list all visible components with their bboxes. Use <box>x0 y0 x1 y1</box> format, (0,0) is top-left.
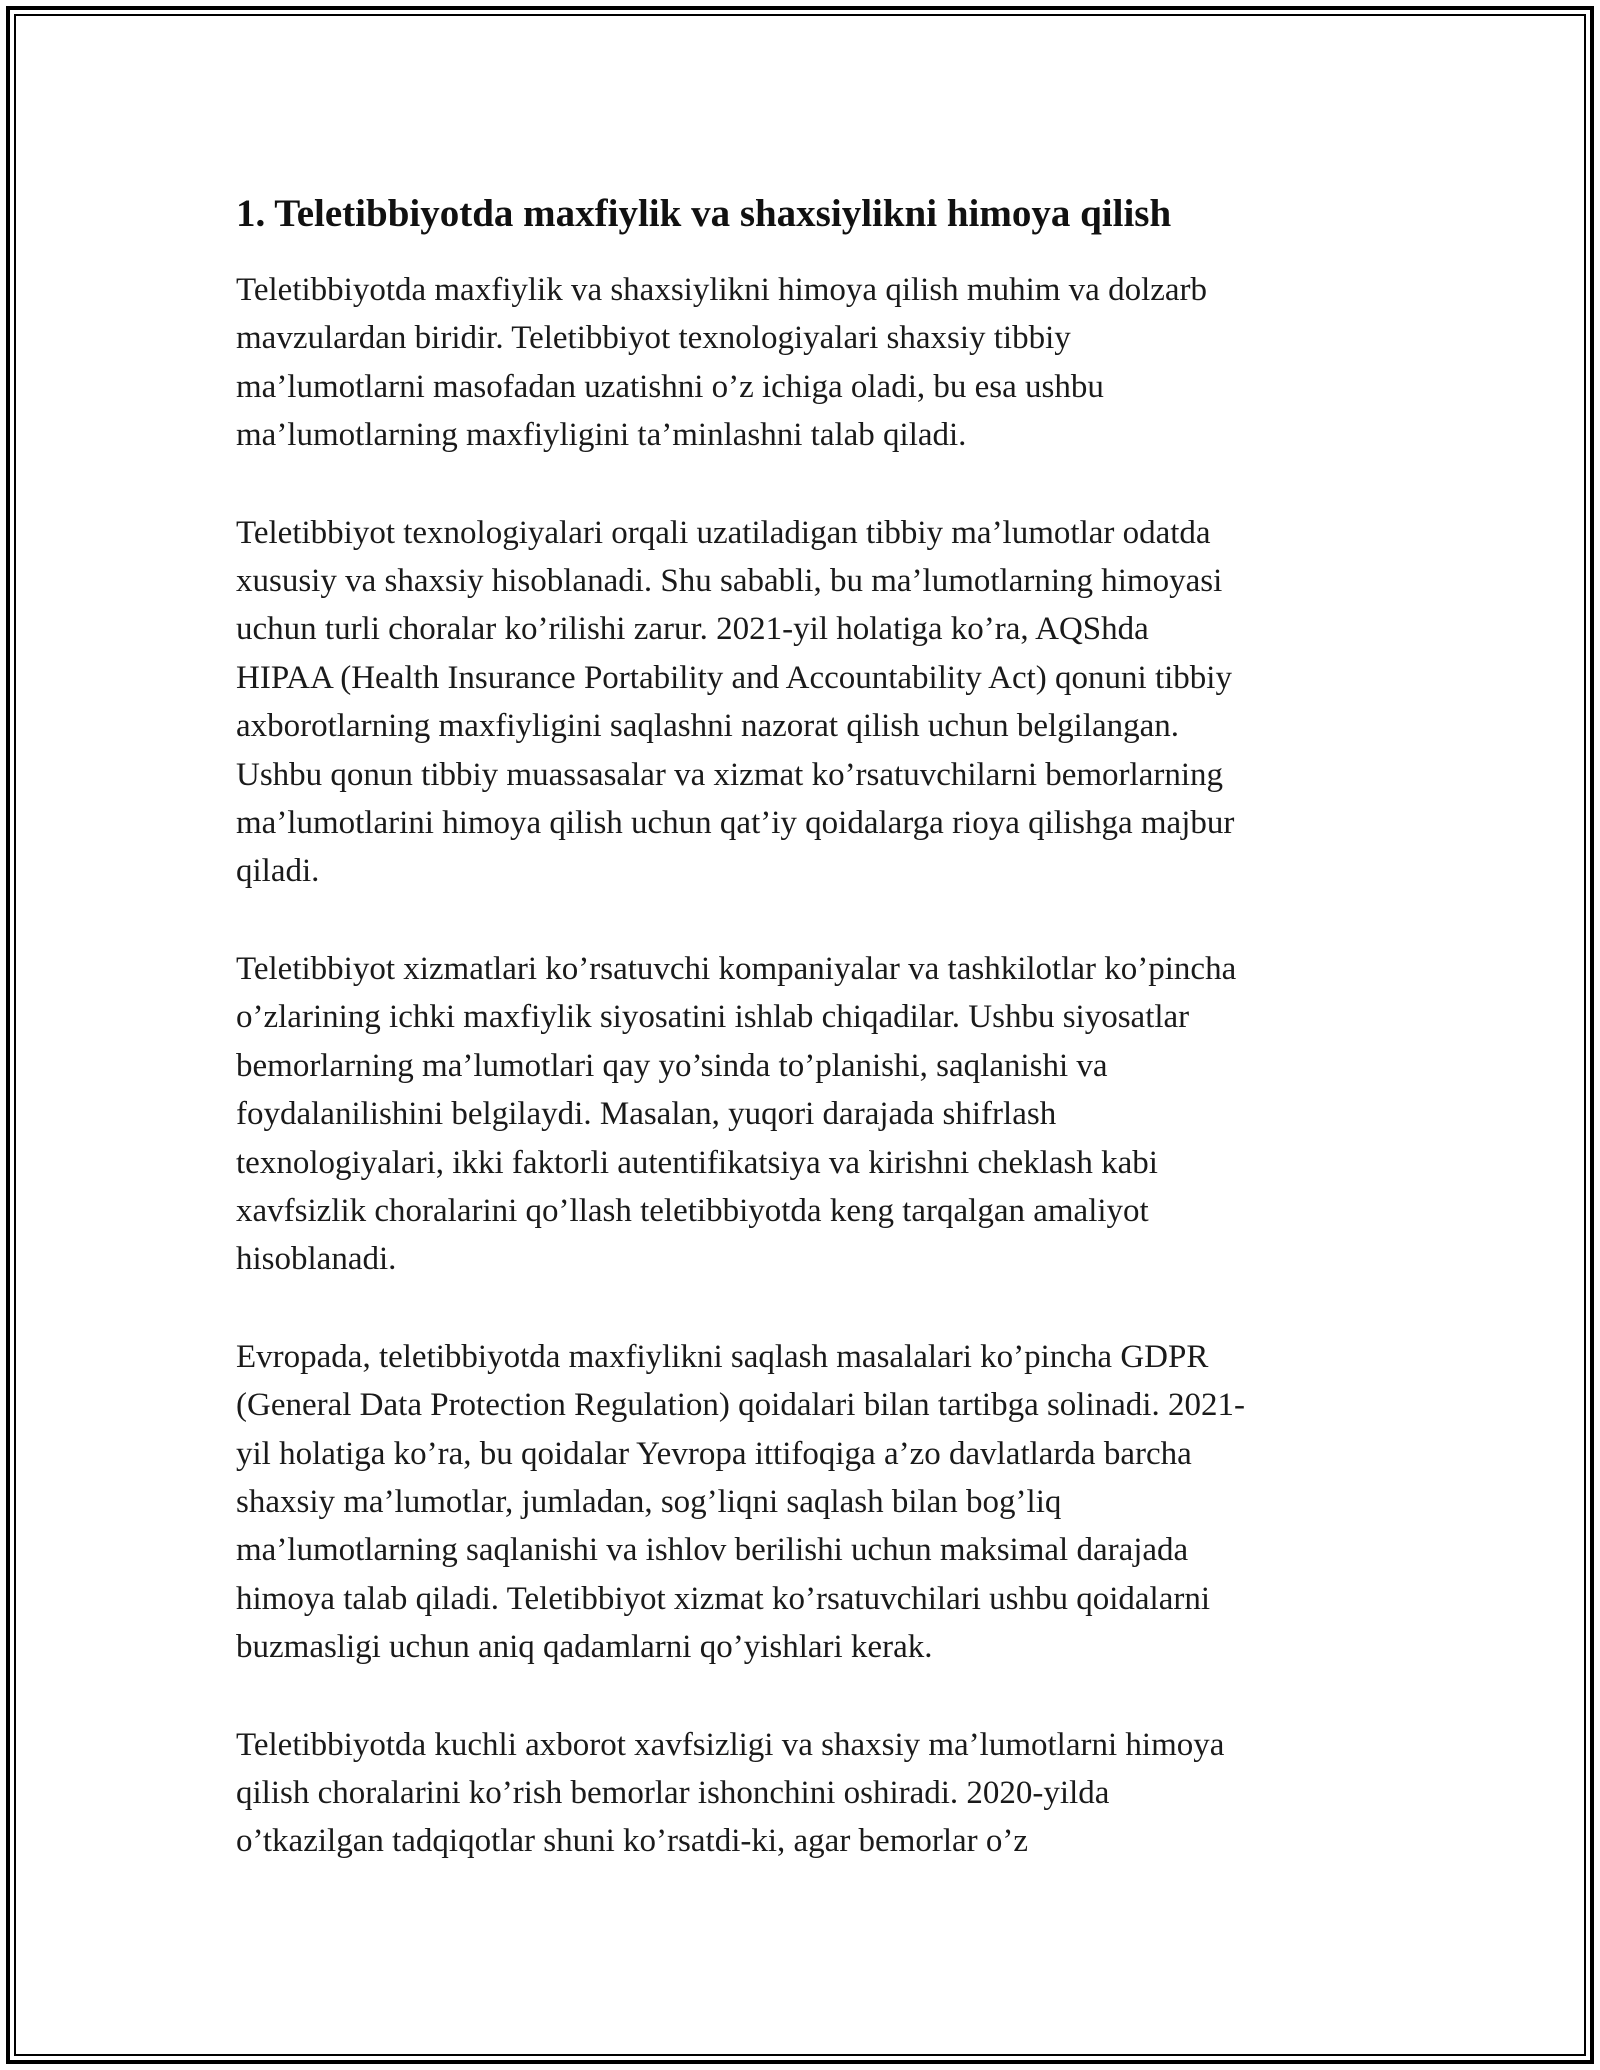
paragraph-3: Teletibbiyot xizmatlari ko’rsatuvchi kompaniyalar va tashkilotlar ko’pincha o’zlarining ichki maxfiylik siyosatini ishlab chiqadilar. Ushbu siyosatlar bemorlarning ma’lumotlari qay yo’sinda to’planishi, saqlanishi va foydalanilishini belgilaydi. Masalan, yuqori darajada shifrlash texnologiyalari, ikki faktorli autentifikatsiya va kirishni cheklash kabi xavfsizlik choralarini qo’llash teletibbiyotda keng tarqalgan amaliyot hisoblanadi. <box>236 950 1237 1278</box>
paragraph-2: Teletibbiyot texnologiyalari orqali uzatiladigan tibbiy ma’lumotlar odatda xususiy va shaxsiy hisoblanadi. Shu sababli, bu ma’lumotlarning himoyasi uchun turli choralar ko’rilishi zarur. 2021-yil holatiga ko’ra, AQShda HIPAA (Health Insurance Portability and Accountability Act) qonuni tibbiy axborotlarning maxfiyligini saqlashni nazorat qilish uchun belgilangan. Ushbu qonun tibbiy muassasalar va xizmat ko’rsatuvchilarni bemorlarning ma’lumotlarini himoya qilish uchun qat’iy qoidalarga rioya qilishga majbur qiladi. <box>236 514 1235 890</box>
section-heading: 1. Teletibbiyotda maxfiylik va shaxsiylikni himoya qilish <box>236 192 1172 235</box>
paragraph-1: Teletibbiyotda maxfiylik va shaxsiylikni himoya qilish muhim va dolzarb mavzulardan biridir. Teletibbiyot texnologiyalari shaxsiy tibbiy ma’lumotlarni masofadan uzatishni o’z ichiga oladi, bu esa ushbu ma’lumotlarning maxfiyligini ta’minlashni talab qiladi. <box>236 272 1208 454</box>
document-body <box>236 190 1366 1866</box>
paragraph-5: Teletibbiyotda kuchli axborot xavfsizligi va shaxsiy ma’lumotlarni himoya qilish choralarini ko’rish bemorlar ishonchini oshiradi. 2020-yilda o’tkazilgan tadqiqotlar shuni ko’rsatdi-ki, agar bemorlar o’z <box>236 1726 1225 1860</box>
paragraph-4: Evropada, teletibbiyotda maxfiylikni saqlash masalalari ko’pincha GDPR (General Data Protection Regulation) qoidalari bilan tartibga solinadi. 2021- yil holatiga ko’ra, bu qoidalar Yevropa ittifoqiga a’zo davlatlarda barcha shaxsiy ma’lumotlar, jumladan, sog’liqni saqlash bilan bog’liq ma’lumotlarning saqlanishi va ishlov berilishi uchun maksimal darajada himoya talab qiladi. Teletibbiyot xizmat ko’rsatuvchilari ushbu qoidalarni buzmasligi uchun aniq qadamlarni qo’yishlari kerak. <box>236 1338 1245 1666</box>
